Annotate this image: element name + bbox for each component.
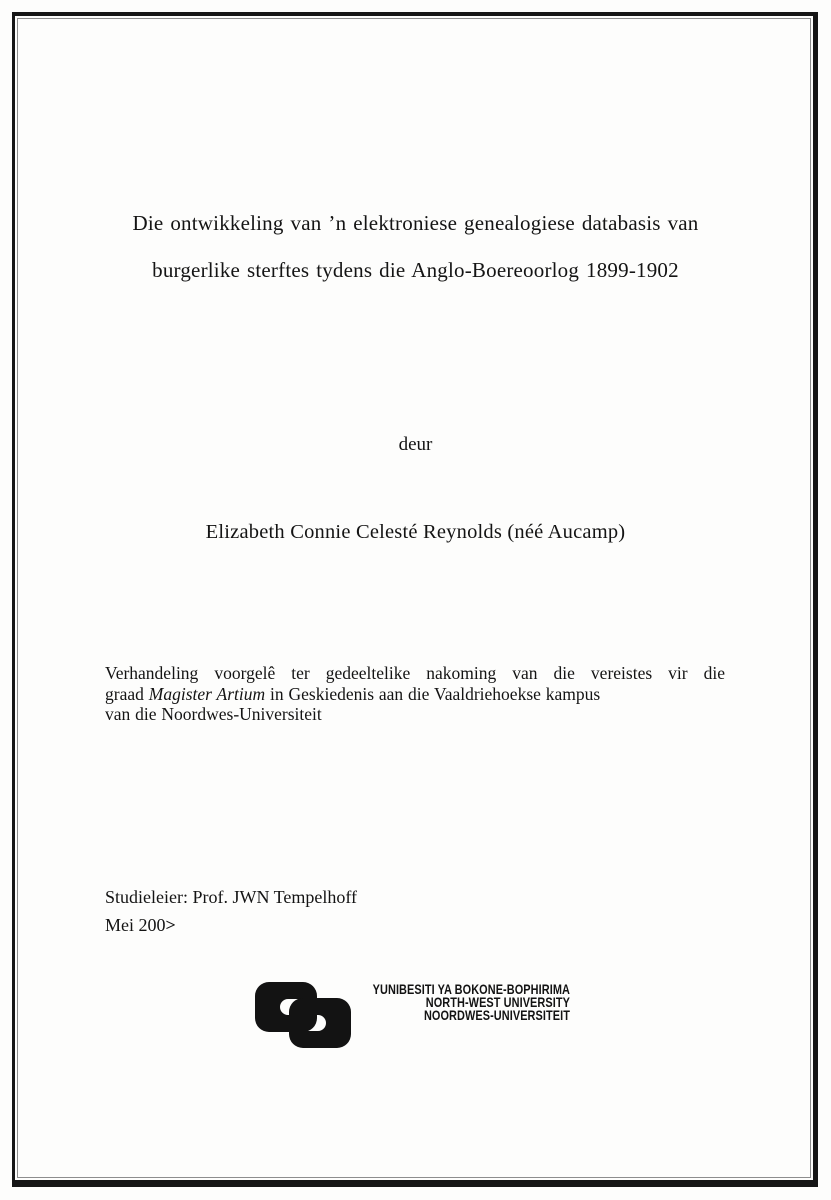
supervisor-line: Studieleier: Prof. JWN Tempelhoff — [105, 887, 358, 907]
byline-label: deur — [398, 434, 433, 455]
statement-line2-post: in Geskiedenis aan die Vaaldriehoekse kampus — [265, 683, 601, 704]
thesis-statement-line2 — [105, 684, 725, 705]
thesis-statement-line3: van die Noordwes-Universiteit — [105, 704, 322, 725]
date-last-digit: > — [165, 915, 176, 934]
date-prefix: Mei 200 — [105, 914, 166, 935]
university-name-afrikaans: NOORDWES-UNIVERSITEIT — [423, 1007, 570, 1023]
author-name: Elizabeth Connie Celesté Reynolds (néé Aucamp) — [205, 521, 626, 543]
university-name-setswana: YUNIBESITI YA BOKONE-BOPHIRIMA — [372, 981, 570, 997]
thesis-title — [60, 200, 771, 294]
thesis-statement-line1: Verhandeling voorgelê ter gedeeltelike nakoming van die vereistes vir die — [105, 663, 725, 683]
thesis-title-line1: Die ontwikkeling van ’n elektroniese genealogiese databasis van — [132, 211, 699, 235]
statement-line2-pre: graad — [105, 683, 149, 704]
supervisor-block — [105, 884, 357, 939]
date-line — [105, 912, 357, 940]
thesis-title-line2: burgerlike sterftes tydens die Anglo-Boereoorlog 1899-1902 — [152, 258, 679, 282]
university-logo — [255, 982, 575, 1052]
thesis-statement — [105, 663, 725, 725]
statement-degree-name: Magister Artium — [148, 683, 266, 704]
university-wordmark — [373, 983, 570, 1022]
nwu-chainlink-logo-icon — [255, 982, 351, 1048]
university-name-english: NORTH-WEST UNIVERSITY — [425, 994, 570, 1010]
